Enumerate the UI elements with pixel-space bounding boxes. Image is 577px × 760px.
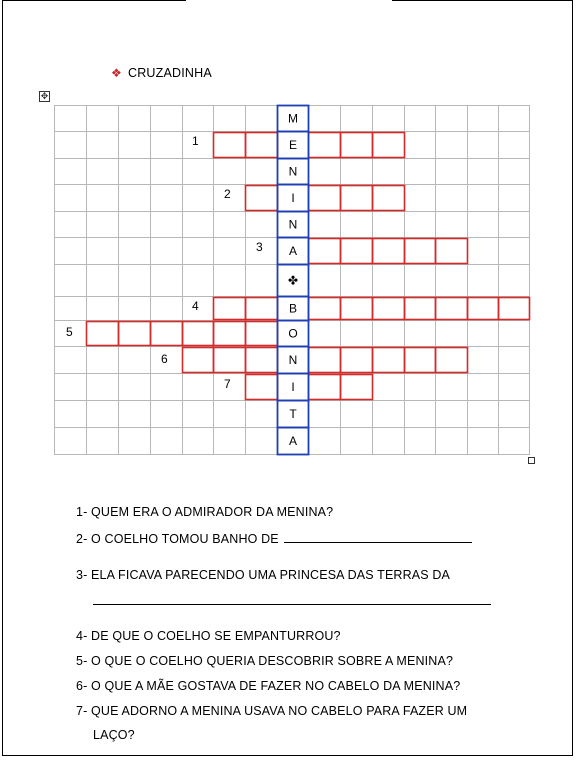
grid-cell (499, 428, 530, 455)
grid-cell (151, 297, 183, 321)
grid-cell (246, 106, 278, 132)
grid-cell (214, 238, 246, 265)
answer-cell-5 (151, 322, 183, 346)
question-1 (76, 505, 333, 519)
grid-cell (436, 347, 468, 374)
grid-cell (119, 212, 151, 238)
grid-cell (87, 428, 119, 455)
grid-cell (405, 238, 436, 265)
grid-cell (341, 132, 373, 159)
grid-cell (183, 212, 214, 238)
grid-cell (373, 297, 405, 321)
question-number: 5- (76, 654, 88, 668)
grid-cell (341, 401, 373, 428)
grid-cell (246, 265, 278, 297)
grid-cell (373, 132, 405, 159)
grid-cell (119, 297, 151, 321)
answer-cell-3 (309, 239, 341, 264)
vertical-letter: M (288, 111, 298, 126)
grid-cell (151, 238, 183, 265)
question-text: O COELHO TOMOU BANHO DE (91, 532, 279, 546)
grid-cell (151, 428, 183, 455)
grid-cell (183, 321, 214, 347)
answer-cell-6 (405, 348, 436, 373)
grid-cell (499, 265, 530, 297)
grid-cell (55, 401, 87, 428)
grid-cell (309, 374, 341, 401)
grid-cell (246, 428, 278, 455)
grid-cell (214, 159, 246, 185)
grid-cell (499, 132, 530, 159)
grid-cell (341, 238, 373, 265)
grid-cell (436, 212, 468, 238)
grid-cell (341, 321, 373, 347)
answer-cell-4 (214, 298, 246, 320)
grid-cell (214, 106, 246, 132)
grid-cell (405, 401, 436, 428)
answer-cell-6 (436, 348, 468, 373)
grid-cell (87, 401, 119, 428)
question-text: O QUE A MÃE GOSTAVA DE FAZER NO CABELO DA MENINA? (91, 679, 461, 693)
grid-cell (183, 106, 214, 132)
answer-cell-1 (246, 133, 278, 158)
grid-cell (436, 321, 468, 347)
grid-cell (499, 185, 530, 212)
grid-cell (119, 347, 151, 374)
vertical-letter: T (289, 407, 297, 421)
grid-cell (151, 159, 183, 185)
grid-cell (341, 185, 373, 212)
grid-cell (436, 265, 468, 297)
grid-cell (87, 212, 119, 238)
question-3 (76, 568, 450, 582)
grid-cell (183, 428, 214, 455)
grid-cell (468, 321, 499, 347)
grid-cell (119, 321, 151, 347)
answer-cell-5 (246, 322, 278, 346)
grid-cell (499, 238, 530, 265)
grid-cell (373, 374, 405, 401)
grid-cell (373, 106, 405, 132)
grid-cell (183, 401, 214, 428)
answer-cell-4 (499, 298, 530, 320)
grid-cell (119, 185, 151, 212)
grid-cell (341, 374, 373, 401)
answer-cell-7 (246, 375, 278, 400)
grid-cell (214, 297, 246, 321)
vertical-letter: N (288, 164, 298, 179)
answer-cell-4 (436, 298, 468, 320)
grid-cell (151, 185, 183, 212)
grid-cell (119, 132, 151, 159)
grid-cell (183, 347, 214, 374)
grid-cell (151, 321, 183, 347)
grid-cell (119, 265, 151, 297)
grid-cell (468, 238, 499, 265)
grid-cell (151, 265, 183, 297)
question-6 (76, 679, 460, 693)
grid-cell (436, 401, 468, 428)
grid-cell (341, 297, 373, 321)
answer-cell-2 (246, 186, 278, 211)
grid-cell (151, 212, 183, 238)
answer-cell-7 (309, 375, 341, 400)
grid-cell (55, 297, 87, 321)
clue-number-7: 7 (224, 377, 231, 391)
grid-cell (87, 106, 119, 132)
answer-cell-1 (341, 133, 373, 158)
grid-cell (405, 185, 436, 212)
grid-cell (499, 401, 530, 428)
grid-cell (309, 212, 341, 238)
grid-cell (87, 265, 119, 297)
question-text: ELA FICAVA PARECENDO UMA PRINCESA DAS TERRAS DA (91, 568, 451, 582)
grid-cell (373, 321, 405, 347)
answer-line[interactable] (93, 592, 491, 605)
grid-cell (87, 297, 119, 321)
grid-cell (55, 185, 87, 212)
grid-cell (436, 428, 468, 455)
question-number: 2- (76, 532, 88, 546)
answer-cell-4 (468, 298, 499, 320)
answer-cell-2 (309, 186, 341, 211)
answer-cell-4 (246, 298, 278, 320)
answer-cell-5 (214, 322, 246, 346)
grid-cell (119, 401, 151, 428)
answer-cell-3 (341, 239, 373, 264)
grid-cell (55, 238, 87, 265)
answer-cell-5 (183, 322, 214, 346)
grid-cell (468, 159, 499, 185)
answer-cell-6 (246, 348, 278, 373)
grid-cell (151, 401, 183, 428)
answer-cell-6 (341, 348, 373, 373)
question-number: 3- (76, 568, 88, 582)
grid-cell (55, 265, 87, 297)
grid-cell (405, 212, 436, 238)
grid-cell (55, 212, 87, 238)
question-number: 6- (76, 679, 88, 693)
answer-cell-3 (373, 239, 405, 264)
grid-cell (341, 347, 373, 374)
grid-cell (309, 321, 341, 347)
grid-cell (468, 428, 499, 455)
answer-cell-1 (214, 133, 246, 158)
grid-cell (499, 347, 530, 374)
vertical-letter: I (291, 191, 295, 205)
grid-cell (246, 212, 278, 238)
grid-cell (373, 185, 405, 212)
grid-cell (405, 106, 436, 132)
clue-number-6: 6 (161, 352, 168, 366)
grid-cell (405, 159, 436, 185)
grid-cell (309, 297, 341, 321)
grid-cell (246, 321, 278, 347)
grid-cell (119, 106, 151, 132)
answer-cell-6 (183, 348, 214, 373)
grid-cell (214, 321, 246, 347)
question-2 (76, 530, 472, 546)
grid-cell (341, 159, 373, 185)
vertical-letter: I (291, 380, 295, 394)
grid-cell (405, 428, 436, 455)
grid-cell (119, 428, 151, 455)
grid-cell (436, 132, 468, 159)
grid-cell (499, 159, 530, 185)
grid-cell (468, 374, 499, 401)
answer-cell-2 (373, 186, 405, 211)
grid-cell (373, 265, 405, 297)
answer-cell-4 (405, 298, 436, 320)
question-3-answer-line (93, 592, 491, 608)
answer-cell-6 (373, 348, 405, 373)
grid-cell (373, 428, 405, 455)
question-text: QUE ADORNO A MENINA USAVA NO CABELO PARA FAZER UM (91, 704, 468, 718)
grid-cell (405, 321, 436, 347)
title-text: CRUZADINHA (127, 66, 212, 80)
grid-cell (405, 265, 436, 297)
grid-cell (405, 297, 436, 321)
grid-cell (309, 159, 341, 185)
grid-cell (119, 374, 151, 401)
grid-cell (309, 347, 341, 374)
answer-cell-1 (309, 133, 341, 158)
grid-cell (468, 265, 499, 297)
question-4 (76, 629, 341, 643)
grid-cell (341, 106, 373, 132)
grid-cell (499, 374, 530, 401)
question-text: LAÇO? (93, 728, 135, 742)
grid-cell (436, 159, 468, 185)
vertical-letter: O (288, 326, 298, 341)
grid-cell (341, 428, 373, 455)
grid-cell (214, 265, 246, 297)
grid-cell (183, 374, 214, 401)
grid-cell (468, 297, 499, 321)
grid-cell (405, 374, 436, 401)
grid-cell (87, 159, 119, 185)
grid-cell (405, 347, 436, 374)
grid-cell (87, 185, 119, 212)
question-5 (76, 654, 453, 668)
grid-cell (55, 428, 87, 455)
grid-cell (151, 374, 183, 401)
vertical-letter: N (288, 217, 298, 232)
vertical-letter: N (288, 353, 298, 367)
grid-cell (309, 185, 341, 212)
grid-cell (246, 297, 278, 321)
grid-cell (499, 212, 530, 238)
grid-cell (341, 265, 373, 297)
grid-cell (214, 212, 246, 238)
answer-cell-5 (87, 322, 119, 346)
question-text: QUEM ERA O ADMIRADOR DA MENINA? (91, 505, 334, 519)
diamond-bullet-icon: ❖ (111, 66, 122, 80)
answer-cell-2 (341, 186, 373, 211)
vertical-letter: A (288, 244, 298, 258)
grid-cell (468, 132, 499, 159)
grid-cell (246, 401, 278, 428)
grid-cell (499, 297, 530, 321)
grid-cell (468, 212, 499, 238)
grid-cell (436, 106, 468, 132)
grid-cell (55, 159, 87, 185)
question-number: 1- (76, 505, 88, 519)
answer-cell-1 (373, 133, 405, 158)
grid-cell (468, 347, 499, 374)
question-number: 7- (76, 704, 88, 718)
vertical-letter: A (288, 434, 298, 448)
grid-cell (309, 428, 341, 455)
grid-cell (214, 347, 246, 374)
grid-cell (436, 374, 468, 401)
vertical-letter: ✤ (287, 273, 299, 288)
grid-cell (151, 106, 183, 132)
grid-cell (499, 321, 530, 347)
grid-cell (436, 238, 468, 265)
grid-cell (499, 106, 530, 132)
question-7-continuation (93, 728, 135, 742)
clue-number-5: 5 (66, 325, 73, 339)
grid-cell (309, 132, 341, 159)
answer-cell-3 (405, 239, 436, 264)
grid-cell (55, 106, 87, 132)
answer-cell-5 (119, 322, 151, 346)
grid-cell (246, 185, 278, 212)
table-move-handle-icon[interactable]: ✥ (40, 91, 49, 101)
grid-cell (183, 185, 214, 212)
answer-line[interactable] (284, 530, 472, 543)
grid-cell (468, 185, 499, 212)
grid-cell (468, 106, 499, 132)
grid-cell (246, 132, 278, 159)
grid-cell (214, 401, 246, 428)
grid-cell (87, 132, 119, 159)
grid-cell (309, 106, 341, 132)
grid-cell (373, 159, 405, 185)
answer-cell-3 (436, 239, 468, 264)
grid-cell (87, 347, 119, 374)
grid-cell (309, 401, 341, 428)
grid-cell (468, 401, 499, 428)
vertical-letter: B (288, 301, 298, 316)
grid-cell (183, 159, 214, 185)
clue-number-1: 1 (192, 134, 199, 148)
grid-cell (373, 347, 405, 374)
grid-cell (87, 374, 119, 401)
grid-cell (246, 159, 278, 185)
answer-cell-7 (341, 375, 373, 400)
grid-cell (183, 265, 214, 297)
grid-cell (373, 212, 405, 238)
grid-cell (55, 347, 87, 374)
answer-cell-6 (214, 348, 246, 373)
grid-cell (183, 238, 214, 265)
grid-cell (436, 185, 468, 212)
question-number: 4- (76, 629, 88, 643)
clue-number-4: 4 (192, 299, 199, 313)
clue-number-3: 3 (256, 240, 263, 254)
clue-number-2: 2 (224, 187, 231, 201)
grid-cell (373, 238, 405, 265)
grid-cell (373, 401, 405, 428)
grid-cell (341, 212, 373, 238)
answer-cell-6 (309, 348, 341, 373)
grid-cell (214, 428, 246, 455)
grid-cell (214, 132, 246, 159)
grid-cell (246, 374, 278, 401)
vertical-letter: E (288, 138, 298, 152)
answer-cell-4 (309, 298, 341, 320)
grid-cell (87, 238, 119, 265)
answer-cell-4 (373, 298, 405, 320)
grid-cell (436, 297, 468, 321)
question-text: DE QUE O COELHO SE EMPANTURROU? (91, 629, 341, 643)
answer-cell-4 (341, 298, 373, 320)
grid-cell (246, 347, 278, 374)
grid-cell (119, 238, 151, 265)
grid-cell (55, 132, 87, 159)
grid-cell (119, 159, 151, 185)
question-text: O QUE O COELHO QUERIA DESCOBRIR SOBRE A MENINA? (91, 654, 454, 668)
grid-cell (309, 265, 341, 297)
grid-cell (309, 238, 341, 265)
grid-cell (151, 132, 183, 159)
grid-cell (405, 132, 436, 159)
grid-cell (87, 321, 119, 347)
question-7 (76, 704, 467, 718)
grid-cell (55, 374, 87, 401)
